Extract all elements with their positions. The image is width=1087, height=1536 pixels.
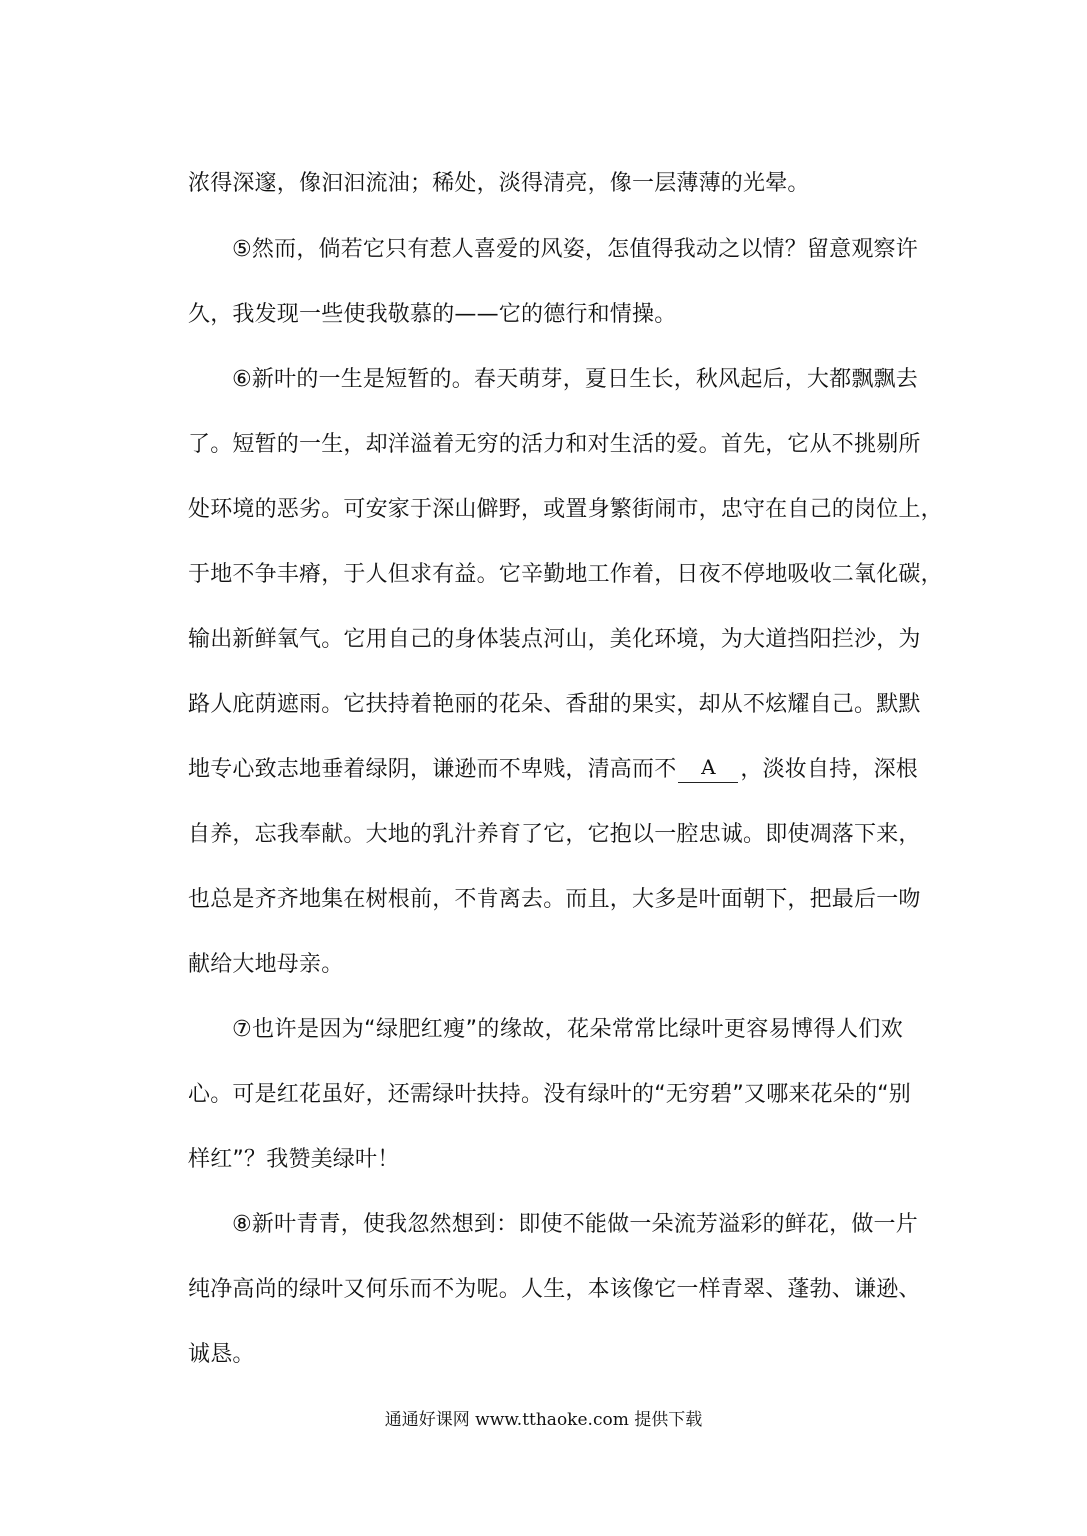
text-line: 于地不争丰瘠，于人但求有益。它辛勤地工作着，日夜不停地吸收二氧化碳， bbox=[188, 562, 943, 587]
text-line: 输出新鲜氧气。它用自己的身体装点河山，美化环境，为大道挡阳拦沙，为 bbox=[188, 627, 921, 652]
text-line: 献给大地母亲。 bbox=[188, 952, 344, 977]
text-line: 纯净高尚的绿叶又何乐而不为呢。人生，本该像它一样青翠、蓬勃、谦逊、 bbox=[188, 1277, 921, 1302]
text-line: 久，我发现一些使我敬慕的——它的德行和情操。 bbox=[188, 302, 677, 327]
text-line: ⑤然而，倘若它只有惹人喜爱的风姿，怎值得我动之以情？留意观察许 bbox=[232, 237, 918, 262]
text-line: 自养，忘我奉献。大地的乳汁养育了它，它抱以一腔忠诚。即使凋落下来， bbox=[188, 822, 921, 847]
text-line: 心。可是红花虽好，还需绿叶扶持。没有绿叶的“无穷碧”又哪来花朵的“别 bbox=[188, 1082, 911, 1107]
text-line: ⑦也许是因为“绿肥红瘦”的缘故，花朵常常比绿叶更容易博得人们欢 bbox=[232, 1017, 903, 1042]
text-line: 了。短暂的一生，却洋溢着无穷的活力和对生活的爱。首先，它从不挑剔所 bbox=[188, 432, 921, 457]
text-line: ⑥新叶的一生是短暂的。春天萌芽，夏日生长，秋风起后，大都飘飘去 bbox=[232, 367, 918, 392]
blank-line-before: 地专心致志地垂着绿阴，谦逊而不卑贱，清高而不 bbox=[188, 757, 677, 782]
text-line-with-blank bbox=[188, 750, 919, 790]
page-footer: 通通好课网 www.tthaoke.com 提供下载 bbox=[384, 1410, 703, 1430]
text-line: 也总是齐齐地集在树根前，不肯离去。而且，大多是叶面朝下，把最后一吻 bbox=[188, 887, 921, 912]
text-line: 诚恳。 bbox=[188, 1342, 255, 1367]
fill-in-blank-a: A bbox=[678, 752, 738, 783]
text-line: 样红”？我赞美绿叶！ bbox=[188, 1147, 400, 1172]
blank-line-after: ，淡妆自持，深根 bbox=[740, 757, 919, 782]
text-line: ⑧新叶青青，使我忽然想到：即使不能做一朵流芳溢彩的鲜花，做一片 bbox=[232, 1212, 918, 1237]
text-line: 路人庇荫遮雨。它扶持着艳丽的花朵、香甜的果实，却从不炫耀自己。默默 bbox=[188, 692, 921, 717]
text-line: 浓得深邃，像汩汩流油；稀处，淡得清亮，像一层薄薄的光晕。 bbox=[188, 171, 810, 196]
text-line: 处环境的恶劣。可安家于深山僻野，或置身繁街闹市，忠守在自己的岗位上， bbox=[188, 497, 943, 522]
